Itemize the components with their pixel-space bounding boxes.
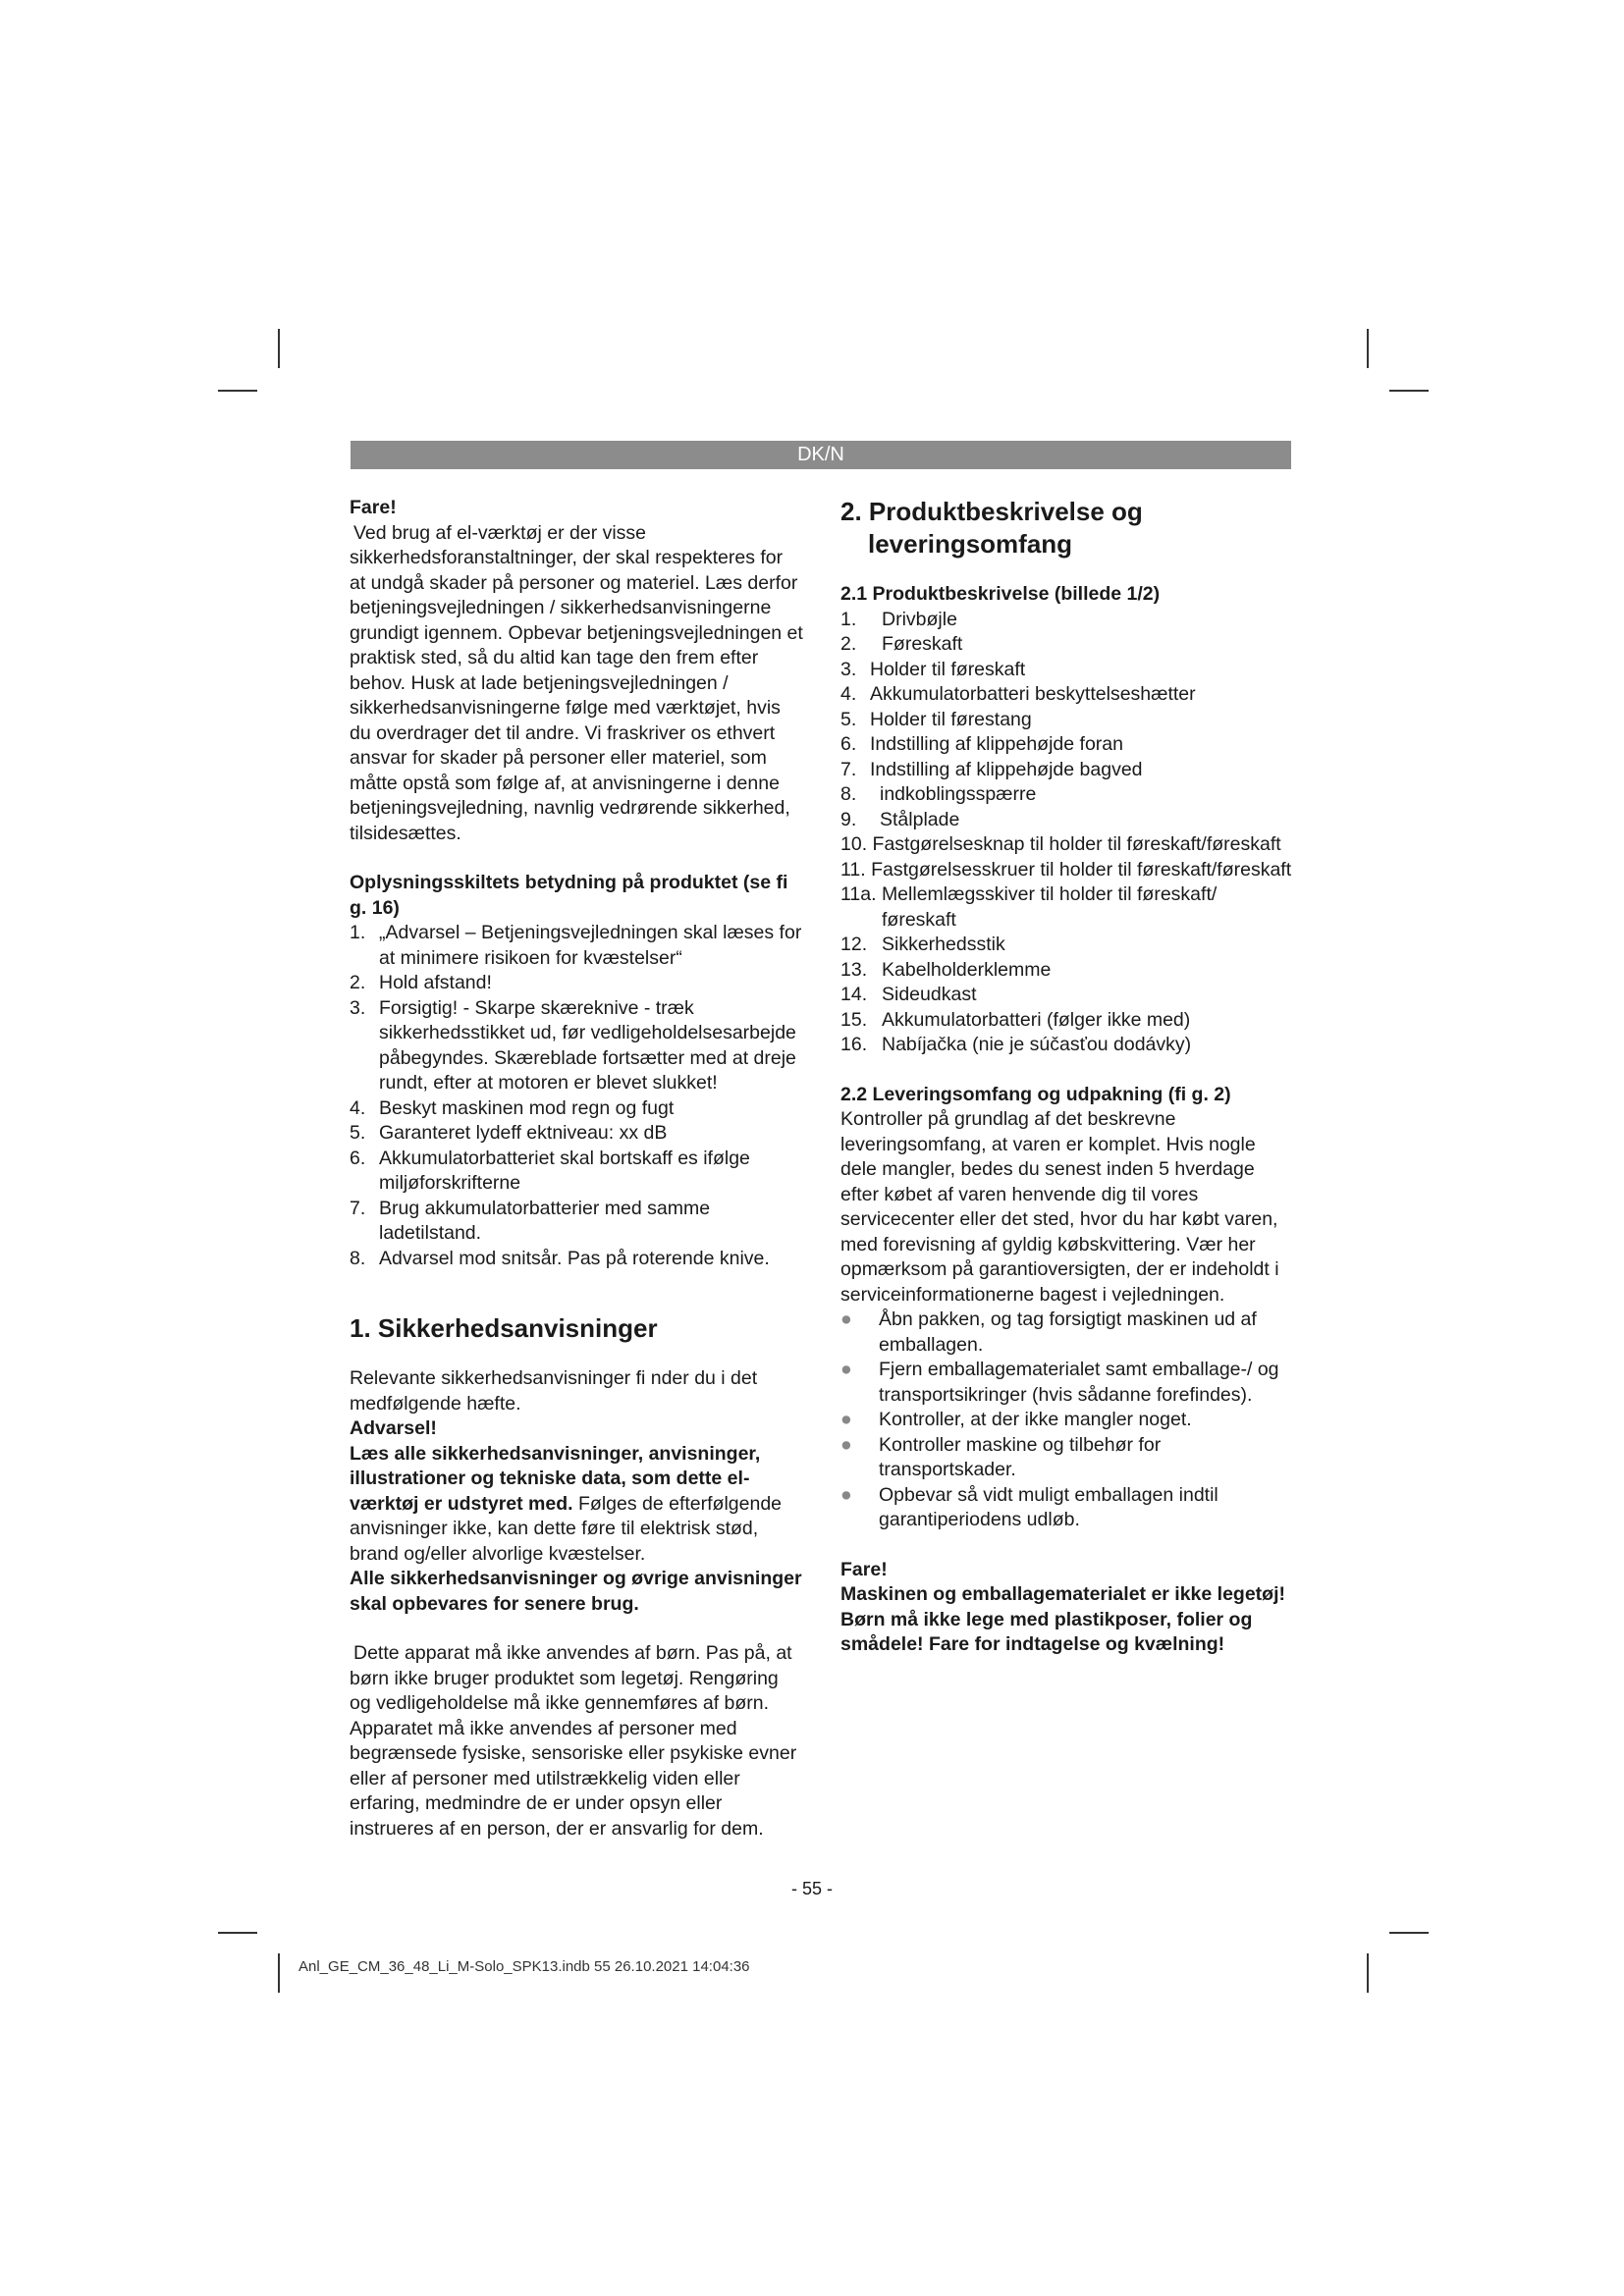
list-item: 4. Akkumulatorbatteri beskyttelseshætter: [840, 683, 1196, 705]
section-2-title: 2. Produktbeskrivelse og leveringsomfang: [840, 497, 1143, 559]
parts-list: [840, 608, 1294, 1058]
fare-paragraph: Ved brug af el-værktøj er der visse sikkerhedsforanstaltninger, der skal respekteres for at undgå skader på personer og materiel. Læs derfor betjeningsvejledningen / sikkerhedsanvisningerne grundigt igennem. Opbevar betjeningsvejledningen et praktisk sted, så du altid kan tage den frem efter behov. Husk at lade betjeningsvejledningen / sikkerhedsanvisningerne følge med værktøjet, hvis du overdrager det til andre. Vi fraskriver os ethvert ansvar for skader på personer eller materiel, som måtte opstå som følge af, at anvisningerne i denne betjeningsvejledning, navnlig vedrørende sikkerhed, tilsidesættes.: [350, 521, 803, 844]
list-item: 16. Nabíjačka (nie je súčasťou dodávky): [840, 1034, 1192, 1055]
list-item: ● Kontroller, at der ikke mangler noget.: [840, 1408, 1294, 1433]
list-item: 7. Brug akkumulatorbatterier med samme ladetilstand.: [350, 1197, 711, 1244]
left-column: [350, 496, 803, 1842]
section-2-2-title: 2.2 Leveringsomfang og udpakning (fi g. 2): [840, 1083, 1231, 1105]
list-item: 2. Hold afstand!: [350, 972, 492, 993]
list-item: 10. Fastgørelsesknap til holder til føreskaft/føreskaft: [840, 833, 1281, 855]
fare-warning-2: Maskinen og emballagematerialet er ikke legetøj! Børn må ikke lege med plastikposer, folier og smådele! Fare for indtagelse og kvælning!: [840, 1583, 1286, 1655]
info-plate-list: [350, 921, 803, 1271]
list-item: 6. Indstilling af klippehøjde foran: [840, 733, 1123, 755]
list-item: 14. Sideudkast: [840, 984, 977, 1005]
list-item: ● Opbevar så vidt muligt emballagen indtil garantiperiodens udløb.: [840, 1483, 1218, 1530]
list-item: ● Kontroller maskine og tilbehør for transportskader.: [840, 1433, 1162, 1480]
warning-paragraph: Læs alle sikkerhedsanvisninger, anvisninger, illustrationer og tekniske data, som dette el-værktøj er udstyret med. Følges de efterfølgende anvisninger ikke, kan dette føre til elektrisk stød, brand og/eller alvorlige kvæstelser.: [350, 1442, 783, 1565]
keep-instructions-note: Alle sikkerhedsanvisninger og øvrige anvisninger skal opbevares for senere brug.: [350, 1568, 802, 1615]
list-item: 9. Stålplade: [840, 808, 960, 830]
page-number: - 55 -: [790, 1879, 833, 1898]
list-item: 13. Kabelholderklemme: [840, 958, 1052, 981]
list-item: 8. indkoblingsspærre: [840, 783, 1037, 805]
fare-heading: Fare!: [350, 497, 397, 518]
list-item: ● Fjern emballagematerialet samt emballage-/ og transportsikringer (hvis sådanne forefindes).: [840, 1359, 1279, 1406]
fare-heading-2: Fare!: [840, 1558, 888, 1580]
crop-mark: [1389, 390, 1429, 392]
crop-mark: [278, 329, 280, 368]
bullet-icon: ●: [840, 1433, 852, 1456]
list-item: 3. Forsigtig! - Skarpe skæreknive - træk sikkerhedsstikket ud, før vedligeholdelsesarbejde påbegyndes. Skæreblade fortsætter med at dreje rundt, efter at motoren er blevet slukket!: [350, 996, 796, 1094]
print-footer: Anl_GE_CM_36_48_Li_M-Solo_SPK13.indb 55 26.10.2021 14:04:36: [298, 1958, 750, 1975]
list-item: 11. Fastgørelsesskruer til holder til føreskaft/føreskaft: [840, 858, 1292, 881]
list-item: 2. Føreskaft: [840, 633, 963, 655]
list-item: 12. Sikkerhedsstik: [840, 934, 1005, 955]
crop-mark: [1389, 1932, 1429, 1934]
section-2-2-paragraph: Kontroller på grundlag af det beskrevne leveringsomfang, at varen er komplet. Hvis nogle dele mangler, bedes du senest inden 5 hverdage efter købet af varen henvende dig til vores servicecenter eller det sted, hvor du har købt varen, med forevisning af gyldig købskvittering. Vær her opmærksom på garantioversigten, der er indeholdt i serviceinformationerne bagest i vejledningen.: [840, 1108, 1279, 1306]
bullet-icon: ●: [840, 1483, 852, 1506]
crop-mark: [278, 1953, 280, 1993]
children-paragraph: Dette apparat må ikke anvendes af børn. Pas på, at børn ikke bruger produktet som legetøj. Rengøring og vedligeholdelse må ikke gennemføres af børn. Apparatet må ikke anvendes af personer med begrænsede fysiske, sensoriske eller psykiske evner eller af personer med utilstrækkelig viden eller erfaring, medmindre de er under opsyn eller instrueres af en person, der er ansvarlig for dem.: [350, 1642, 797, 1840]
crop-mark: [1367, 329, 1369, 368]
unpacking-bullets: [840, 1308, 1294, 1533]
right-column: [840, 496, 1294, 1658]
list-item: 5. Garanteret lydeff ektniveau: xx dB: [350, 1122, 668, 1144]
bullet-icon: ●: [840, 1409, 852, 1430]
crop-mark: [218, 390, 257, 392]
list-item: 8. Advarsel mod snitsår. Pas på roterende knive.: [350, 1247, 770, 1269]
list-item: 11a. Mellemlægsskiver til holder til føreskaft/ føreskaft: [840, 883, 1218, 931]
crop-mark: [1367, 1953, 1369, 1993]
section-1-intro: Relevante sikkerhedsanvisninger fi nder du i det medfølgende hæfte.: [350, 1367, 758, 1415]
advarsel-heading: Advarsel!: [350, 1417, 437, 1439]
list-item: 15. Akkumulatorbatteri (følger ikke med): [840, 1008, 1191, 1031]
list-item: 4. Beskyt maskinen mod regn og fugt: [350, 1096, 675, 1119]
list-item: 1. Drivbøjle: [840, 608, 957, 630]
list-item: 6. Akkumulatorbatteriet skal bortskaff es ifølge miljøforskrifterne: [350, 1147, 750, 1194]
bullet-icon: ●: [840, 1359, 852, 1380]
list-item: ● Åbn pakken, og tag forsigtigt maskinen ud af emballagen.: [840, 1308, 1257, 1356]
language-header-bar: DK/N: [351, 441, 1291, 469]
list-item: 7. Indstilling af klippehøjde bagved: [840, 758, 1143, 780]
list-item: 3. Holder til føreskaft: [840, 658, 1026, 680]
section-1-title: 1. Sikkerhedsanvisninger: [350, 1313, 658, 1343]
bullet-icon: ●: [840, 1308, 852, 1330]
list-item: 1. „Advarsel – Betjeningsvejledningen skal læses for at minimere risikoen for kvæstelser“: [350, 922, 802, 969]
list-item: 5. Holder til førestang: [840, 708, 1032, 730]
info-plate-heading: Oplysningsskiltets betydning på produktet (se fi g. 16): [350, 872, 788, 919]
section-2-1-title: 2.1 Produktbeskrivelse (billede 1/2): [840, 583, 1161, 605]
crop-mark: [218, 1932, 257, 1934]
